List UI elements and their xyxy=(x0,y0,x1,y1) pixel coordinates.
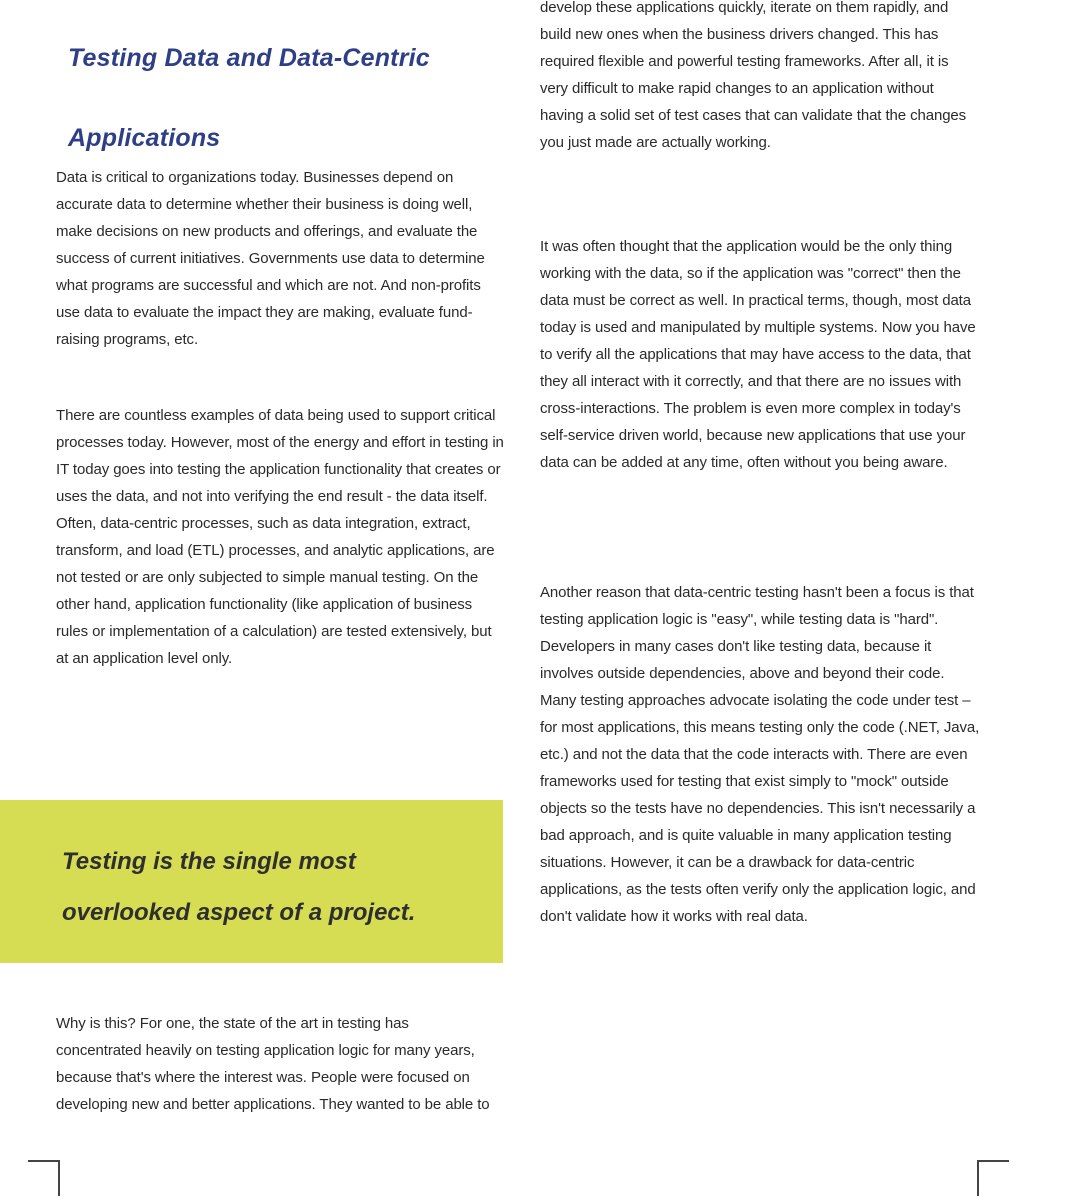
crop-mark-left xyxy=(28,1160,60,1196)
left-paragraph-3: Why is this? For one, the state of the art in testing has concentrated heavily on testing application logic for many years, because that's where the interest was. People were focused on developing new and better applications. They wanted to be able to xyxy=(56,1015,490,1113)
right-paragraph-2: It was often thought that the application would be the only thing working with the data, so if the application was "correct" then the data must be correct as well. In practical terms, though, most data today is used and manipulated by multiple systems. Now you have to verify all the applications that may have access to the data, that they all interact with it correctly, and that there are no issues with cross-interactions. The problem is even more complex in today's self-service driven world, because new applications that use your data can be added at any time, often without you being aware. xyxy=(540,238,976,471)
right-paragraph-1: develop these applications quickly, iterate on them rapidly, and build new ones when the business drivers changed. This has required flexible and powerful testing frameworks. After all, it is very difficult to make rapid changes to an application without having a solid set of test cases that can validate that the changes you just made are actually working. xyxy=(540,0,967,151)
pull-quote-box xyxy=(0,800,503,963)
left-paragraph-2: There are countless examples of data being used to support critical processes today. However, most of the energy and effort in testing in IT today goes into testing the application functionality that creates or uses the data, and not into verifying the end result - the data itself. Often, data-centric processes, such as data integration, extract, transform, and load (ETL) processes, and analytic applications, are not tested or are only subjected to simple manual testing. On the other hand, application functionality (like application of business rules or implementation of a calculation) are tested extensively, but at an application level only. xyxy=(56,407,504,667)
article-title-line-1: Testing Data and Data-Centric xyxy=(68,44,430,72)
pull-quote-line-2: overlooked aspect of a project. xyxy=(62,899,416,926)
pull-quote-line-1: Testing is the single most xyxy=(62,848,356,875)
left-paragraph-1: Data is critical to organizations today. Businesses depend on accurate data to determine whether their business is doing well, make decisions on new products and offerings, and evaluate the success of current initiatives. Governments use data to determine what programs are successful and which are not. And non-profits use data to evaluate the impact they are making, evaluate fund-raising programs, etc. xyxy=(56,169,485,348)
pull-quote-text xyxy=(62,836,492,938)
article-title-line-2: Applications xyxy=(68,124,221,152)
right-paragraph-3: Another reason that data-centric testing hasn't been a focus is that testing application logic is "easy", while testing data is "hard". Developers in many cases don't like testing data, because it involves outside dependencies, above and beyond their code. Many testing approaches advocate isolating the code under test – for most applications, this means testing only the code (.NET, Java, etc.) and not the data that the code interacts with. There are even frameworks used for testing that exist simply to "mock" outside objects so the tests have no dependencies. This isn't necessarily a bad approach, and is quite valuable in many application testing situations. However, it can be a drawback for data-centric applications, as the tests often verify only the application logic, and don't validate how it works with real data. xyxy=(540,584,980,925)
crop-mark-right xyxy=(977,1160,1009,1196)
